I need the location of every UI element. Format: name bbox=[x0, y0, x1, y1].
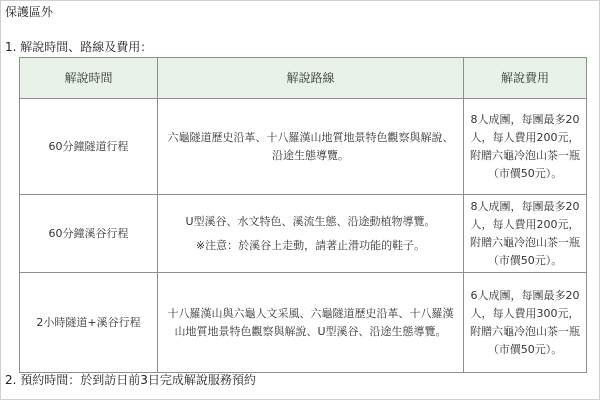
header-route: 解說路線 bbox=[158, 58, 464, 99]
header-duration: 解說時間 bbox=[20, 58, 158, 99]
route-cell bbox=[158, 195, 464, 273]
route-cell bbox=[158, 273, 464, 373]
route-text: 六龜隧道歷史沿革、十八羅漢山地質地景特色觀察與解說、沿途生態導覽。 bbox=[167, 130, 454, 162]
table-row bbox=[20, 195, 587, 273]
route-text: U型溪谷、水文特色、溪流生態、沿途動植物導覽。 bbox=[185, 214, 436, 228]
tour-table bbox=[19, 57, 587, 373]
fee-cell bbox=[464, 99, 587, 195]
header-fee: 解說費用 bbox=[464, 58, 587, 99]
tour-table-wrapper bbox=[19, 57, 586, 371]
fee-text: 6人成團，每團最多20人，每人費用300元，附贈六龜冷泡山茶一瓶（市價50元）。 bbox=[470, 288, 580, 356]
duration-cell: 60分鐘溪谷行程 bbox=[20, 195, 158, 273]
section-title-time-route-fee: 1. 解說時間、路線及費用： bbox=[5, 40, 153, 54]
table-header bbox=[20, 58, 587, 99]
table-body bbox=[20, 99, 587, 373]
page-heading: 保護區外 bbox=[5, 5, 54, 19]
table-row bbox=[20, 99, 587, 195]
fee-cell bbox=[464, 195, 587, 273]
route-cell bbox=[158, 99, 464, 195]
fee-text: 8人成團，每團最多20人，每人費用200元，附贈六龜冷泡山茶一瓶（市價50元）。 bbox=[470, 112, 580, 180]
duration-cell: 60分鐘隧道行程 bbox=[20, 99, 158, 195]
table-row bbox=[20, 273, 587, 373]
table-header-row bbox=[20, 58, 587, 99]
duration-cell: 2小時隧道+溪谷行程 bbox=[20, 273, 158, 373]
fee-text: 8人成團，每團最多20人，每人費用200元，附贈六龜冷泡山茶一瓶（市價50元）。 bbox=[470, 199, 580, 267]
route-text: 十八羅漢山與六龜人文采風、六龜隧道歷史沿革、十八羅漢山地質地景特色觀察與解說、U型溪谷、沿途生態導覽。 bbox=[167, 306, 454, 338]
fee-cell bbox=[464, 273, 587, 373]
route-note: ※注意：於溪谷上走動，請著止滑功能的鞋子。 bbox=[195, 238, 426, 252]
section-title-booking-time: 2. 預約時間：於到訪日前3日完成解說服務預約 bbox=[5, 373, 256, 387]
